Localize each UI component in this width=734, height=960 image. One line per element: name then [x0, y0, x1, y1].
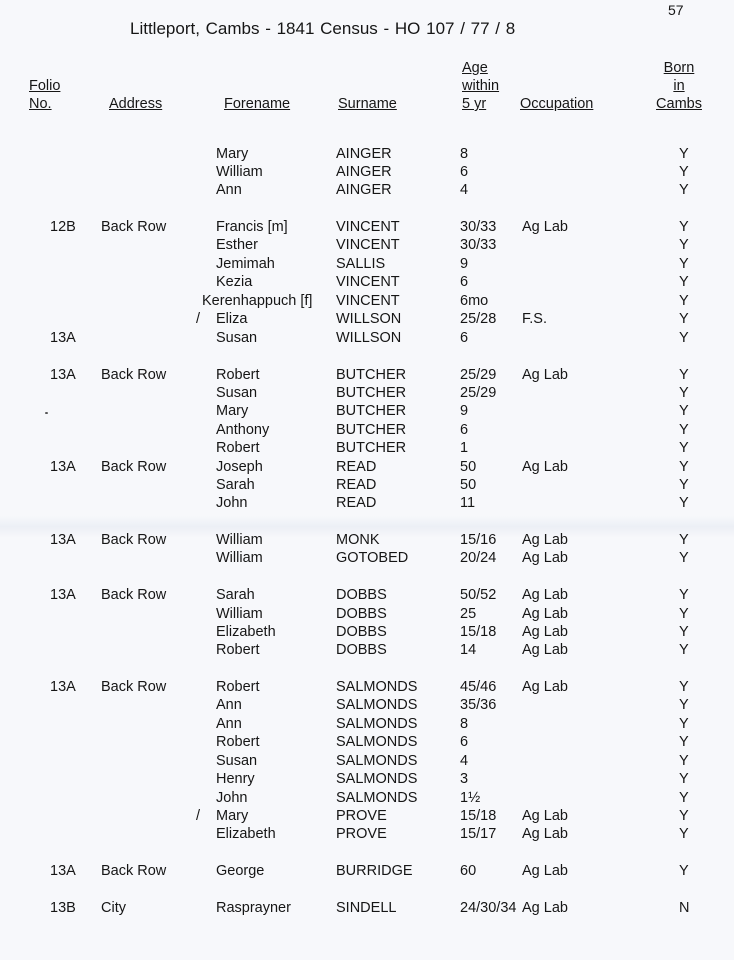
- age-cell: 15/16: [460, 532, 497, 548]
- surname-cell: DOBBS: [336, 624, 387, 640]
- folio-cell: 13A: [50, 532, 76, 548]
- age-cell: 50: [460, 477, 477, 493]
- forename-cell: Susan: [216, 385, 258, 401]
- surname-cell: SALMONDS: [336, 771, 418, 787]
- age-cell: 35/36: [460, 697, 497, 713]
- surname-cell: GOTOBED: [336, 550, 409, 566]
- header-folio-line: No.: [29, 96, 52, 112]
- census-row: [0, 145, 734, 163]
- surname-cell: VINCENT: [336, 274, 400, 290]
- forename-cell: William: [216, 164, 263, 180]
- census-row: [0, 733, 734, 751]
- forename-cell: Susan: [216, 330, 258, 346]
- surname-cell: SALMONDS: [336, 716, 418, 732]
- born-in-cambs-cell: Y: [679, 422, 689, 438]
- born-in-cambs-cell: Y: [679, 753, 689, 769]
- census-row: [0, 329, 734, 347]
- header-age-line: within: [462, 78, 500, 94]
- folio-cell: 13A: [50, 367, 76, 383]
- surname-cell: SINDELL: [336, 900, 397, 916]
- forename-cell: John: [216, 790, 248, 806]
- address-cell: Back Row: [101, 679, 167, 695]
- forename-cell: Mary: [216, 403, 249, 419]
- address-cell: Back Row: [101, 587, 167, 603]
- born-in-cambs-cell: Y: [679, 771, 689, 787]
- occupation-cell: Ag Lab: [522, 863, 568, 879]
- occupation-cell: Ag Lab: [522, 808, 568, 824]
- folio-cell: 13A: [50, 863, 76, 879]
- census-row: [0, 292, 734, 310]
- forename-cell: Elizabeth: [216, 624, 276, 640]
- header-age: [462, 59, 499, 113]
- surname-cell: SALMONDS: [336, 753, 418, 769]
- surname-cell: BUTCHER: [336, 385, 407, 401]
- occupation-cell: Ag Lab: [522, 459, 568, 475]
- header-occupation: Occupation: [520, 96, 594, 112]
- surname-cell: READ: [336, 459, 377, 475]
- census-row: [0, 366, 734, 384]
- age-cell: 9: [460, 256, 469, 272]
- forename-cell: Robert: [216, 642, 260, 658]
- age-cell: 50/52: [460, 587, 497, 603]
- folio-cell: 13A: [50, 679, 76, 695]
- forename-cell: William: [216, 550, 263, 566]
- born-in-cambs-cell: Y: [679, 330, 689, 346]
- born-in-cambs-cell: Y: [679, 182, 689, 198]
- born-in-cambs-cell: Y: [679, 550, 689, 566]
- born-in-cambs-cell: Y: [679, 679, 689, 695]
- surname-cell: AINGER: [336, 164, 392, 180]
- forename-cell: William: [216, 532, 263, 548]
- census-row: [0, 752, 734, 770]
- forename-cell: Francis [m]: [216, 219, 288, 235]
- forename-cell: Joseph: [216, 459, 263, 475]
- age-cell: 6: [460, 734, 469, 750]
- age-cell: 45/46: [460, 679, 497, 695]
- surname-cell: READ: [336, 477, 377, 493]
- born-in-cambs-cell: Y: [679, 606, 689, 622]
- occupation-cell: Ag Lab: [522, 367, 568, 383]
- header-surname: Surname: [338, 96, 397, 112]
- census-row: [0, 163, 734, 181]
- surname-cell: AINGER: [336, 182, 392, 198]
- age-cell: 50: [460, 459, 477, 475]
- forename-cell: Susan: [216, 753, 258, 769]
- occupation-cell: Ag Lab: [522, 642, 568, 658]
- occupation-cell: Ag Lab: [522, 679, 568, 695]
- age-cell: 6: [460, 164, 469, 180]
- born-in-cambs-cell: Y: [679, 385, 689, 401]
- address-cell: Back Row: [101, 367, 167, 383]
- census-row: [0, 770, 734, 788]
- address-cell: City: [101, 900, 126, 916]
- born-in-cambs-cell: Y: [679, 293, 689, 309]
- occupation-cell: Ag Lab: [522, 624, 568, 640]
- header-age-line: Age: [462, 60, 488, 76]
- census-row: [0, 458, 734, 476]
- age-cell: 25/28: [460, 311, 497, 327]
- occupation-cell: Ag Lab: [522, 900, 568, 916]
- age-cell: 14: [460, 642, 477, 658]
- address-cell: Back Row: [101, 219, 167, 235]
- header-born-line: Born: [663, 60, 695, 76]
- surname-cell: WILLSON: [336, 330, 402, 346]
- forename-cell: Jemimah: [216, 256, 275, 272]
- surname-cell: DOBBS: [336, 606, 387, 622]
- age-cell: 6: [460, 274, 469, 290]
- forename-cell: Mary: [216, 808, 249, 824]
- age-cell: 15/18: [460, 808, 497, 824]
- age-cell: 6mo: [460, 293, 489, 309]
- occupation-cell: Ag Lab: [522, 587, 568, 603]
- census-row: [0, 696, 734, 714]
- folio-cell: 13A: [50, 587, 76, 603]
- born-in-cambs-cell: Y: [679, 532, 689, 548]
- census-row: [0, 825, 734, 843]
- forename-cell: George: [216, 863, 265, 879]
- forename-cell: Henry: [216, 771, 255, 787]
- age-cell: 4: [460, 753, 469, 769]
- census-row: [0, 641, 734, 659]
- age-cell: 15/18: [460, 624, 497, 640]
- census-row: [0, 678, 734, 696]
- header-born: [644, 59, 714, 113]
- tick-mark: /: [196, 808, 201, 824]
- census-row: [0, 586, 734, 604]
- forename-cell: Esther: [216, 237, 258, 253]
- forename-cell: Ann: [216, 697, 242, 713]
- surname-cell: SALMONDS: [336, 790, 418, 806]
- forename-cell: John: [216, 495, 248, 511]
- tick-mark: /: [196, 311, 201, 327]
- census-row: [0, 218, 734, 236]
- age-cell: 4: [460, 182, 469, 198]
- census-row: [0, 476, 734, 494]
- census-row: [0, 384, 734, 402]
- forename-cell: Sarah: [216, 477, 255, 493]
- born-in-cambs-cell: Y: [679, 146, 689, 162]
- forename-cell: Ann: [216, 182, 242, 198]
- surname-cell: BUTCHER: [336, 367, 407, 383]
- age-cell: 3: [460, 771, 469, 787]
- header-folio: [29, 77, 60, 113]
- page-number: 57: [668, 2, 684, 18]
- age-cell: 30/33: [460, 237, 497, 253]
- header-age-line: 5 yr: [462, 96, 487, 112]
- surname-cell: BURRIDGE: [336, 863, 413, 879]
- age-cell: 25: [460, 606, 477, 622]
- folio-cell: 13B: [50, 900, 76, 916]
- age-cell: 30/33: [460, 219, 497, 235]
- occupation-cell: Ag Lab: [522, 826, 568, 842]
- folio-cell: 13A: [50, 330, 76, 346]
- forename-cell: Elizabeth: [216, 826, 276, 842]
- age-cell: 1½: [460, 790, 481, 806]
- occupation-cell: Ag Lab: [522, 606, 568, 622]
- age-cell: 20/24: [460, 550, 497, 566]
- born-in-cambs-cell: Y: [679, 697, 689, 713]
- surname-cell: DOBBS: [336, 587, 387, 603]
- age-cell: 8: [460, 716, 469, 732]
- surname-cell: BUTCHER: [336, 403, 407, 419]
- census-row: [0, 623, 734, 641]
- surname-cell: VINCENT: [336, 219, 400, 235]
- census-row: [0, 862, 734, 880]
- census-row: [0, 899, 734, 917]
- surname-cell: BUTCHER: [336, 440, 407, 456]
- born-in-cambs-cell: Y: [679, 367, 689, 383]
- age-cell: 1: [460, 440, 469, 456]
- census-row: [0, 421, 734, 439]
- census-row: [0, 807, 734, 825]
- age-cell: 15/17: [460, 826, 497, 842]
- census-row: [0, 181, 734, 199]
- born-in-cambs-cell: Y: [679, 624, 689, 640]
- born-in-cambs-cell: Y: [679, 459, 689, 475]
- surname-cell: WILLSON: [336, 311, 402, 327]
- born-in-cambs-cell: Y: [679, 808, 689, 824]
- forename-cell: Robert: [216, 440, 260, 456]
- born-in-cambs-cell: Y: [679, 256, 689, 272]
- born-in-cambs-cell: Y: [679, 734, 689, 750]
- born-in-cambs-cell: Y: [679, 311, 689, 327]
- surname-cell: AINGER: [336, 146, 392, 162]
- born-in-cambs-cell: N: [679, 900, 690, 916]
- born-in-cambs-cell: Y: [679, 164, 689, 180]
- occupation-cell: Ag Lab: [522, 219, 568, 235]
- forename-cell: Ann: [216, 716, 242, 732]
- surname-cell: VINCENT: [336, 237, 400, 253]
- occupation-cell: Ag Lab: [522, 532, 568, 548]
- surname-cell: DOBBS: [336, 642, 387, 658]
- occupation-cell: F.S.: [522, 311, 547, 327]
- forename-cell: Robert: [216, 734, 260, 750]
- address-cell: Back Row: [101, 532, 167, 548]
- census-row: [0, 549, 734, 567]
- born-in-cambs-cell: Y: [679, 495, 689, 511]
- born-in-cambs-cell: Y: [679, 219, 689, 235]
- born-in-cambs-cell: Y: [679, 790, 689, 806]
- age-cell: 8: [460, 146, 469, 162]
- born-in-cambs-cell: Y: [679, 642, 689, 658]
- born-in-cambs-cell: Y: [679, 274, 689, 290]
- forename-cell: Kerenhappuch [f]: [202, 293, 313, 309]
- header-folio-line: Folio: [29, 78, 61, 94]
- forename-cell: Robert: [216, 679, 260, 695]
- age-cell: 25/29: [460, 367, 497, 383]
- header-born-line: in: [673, 78, 685, 94]
- surname-cell: SALLIS: [336, 256, 386, 272]
- forename-cell: Mary: [216, 146, 249, 162]
- born-in-cambs-cell: Y: [679, 587, 689, 603]
- surname-cell: VINCENT: [336, 293, 400, 309]
- forename-cell: Sarah: [216, 587, 255, 603]
- surname-cell: PROVE: [336, 826, 387, 842]
- born-in-cambs-cell: Y: [679, 477, 689, 493]
- census-row: [0, 494, 734, 512]
- age-cell: 9: [460, 403, 469, 419]
- age-cell: 60: [460, 863, 477, 879]
- surname-cell: READ: [336, 495, 377, 511]
- census-row: [0, 273, 734, 291]
- surname-cell: BUTCHER: [336, 422, 407, 438]
- folio-cell: 12B: [50, 219, 76, 235]
- born-in-cambs-cell: Y: [679, 826, 689, 842]
- address-cell: Back Row: [101, 863, 167, 879]
- header-address: Address: [109, 96, 163, 112]
- forename-cell: Eliza: [216, 311, 248, 327]
- census-row: [0, 789, 734, 807]
- forename-cell: Anthony: [216, 422, 270, 438]
- born-in-cambs-cell: Y: [679, 237, 689, 253]
- surname-cell: SALMONDS: [336, 697, 418, 713]
- surname-cell: PROVE: [336, 808, 387, 824]
- surname-cell: SALMONDS: [336, 734, 418, 750]
- surname-cell: SALMONDS: [336, 679, 418, 695]
- born-in-cambs-cell: Y: [679, 440, 689, 456]
- forename-cell: Kezia: [216, 274, 253, 290]
- folio-cell: 13A: [50, 459, 76, 475]
- born-in-cambs-cell: Y: [679, 403, 689, 419]
- header-forename: Forename: [224, 96, 291, 112]
- census-row: [0, 715, 734, 733]
- document-title: Littleport, Cambs - 1841 Census - HO 107 / 77 / 8: [130, 19, 516, 38]
- census-row: [0, 605, 734, 623]
- census-row: [0, 531, 734, 549]
- age-cell: 6: [460, 330, 469, 346]
- census-row: [0, 236, 734, 254]
- forename-cell: Robert: [216, 367, 260, 383]
- census-row: [0, 255, 734, 273]
- age-cell: 25/29: [460, 385, 497, 401]
- born-in-cambs-cell: Y: [679, 716, 689, 732]
- census-row: [0, 439, 734, 457]
- header-born-line: Cambs: [656, 96, 702, 112]
- forename-cell: William: [216, 606, 263, 622]
- census-row: [0, 402, 734, 420]
- born-in-cambs-cell: Y: [679, 863, 689, 879]
- age-cell: 11: [460, 495, 476, 511]
- surname-cell: MONK: [336, 532, 380, 548]
- occupation-cell: Ag Lab: [522, 550, 568, 566]
- address-cell: Back Row: [101, 459, 167, 475]
- census-row: [0, 310, 734, 328]
- forename-cell: Rasprayner: [216, 900, 291, 916]
- age-cell: 6: [460, 422, 469, 438]
- age-cell: 24/30/34: [460, 900, 517, 916]
